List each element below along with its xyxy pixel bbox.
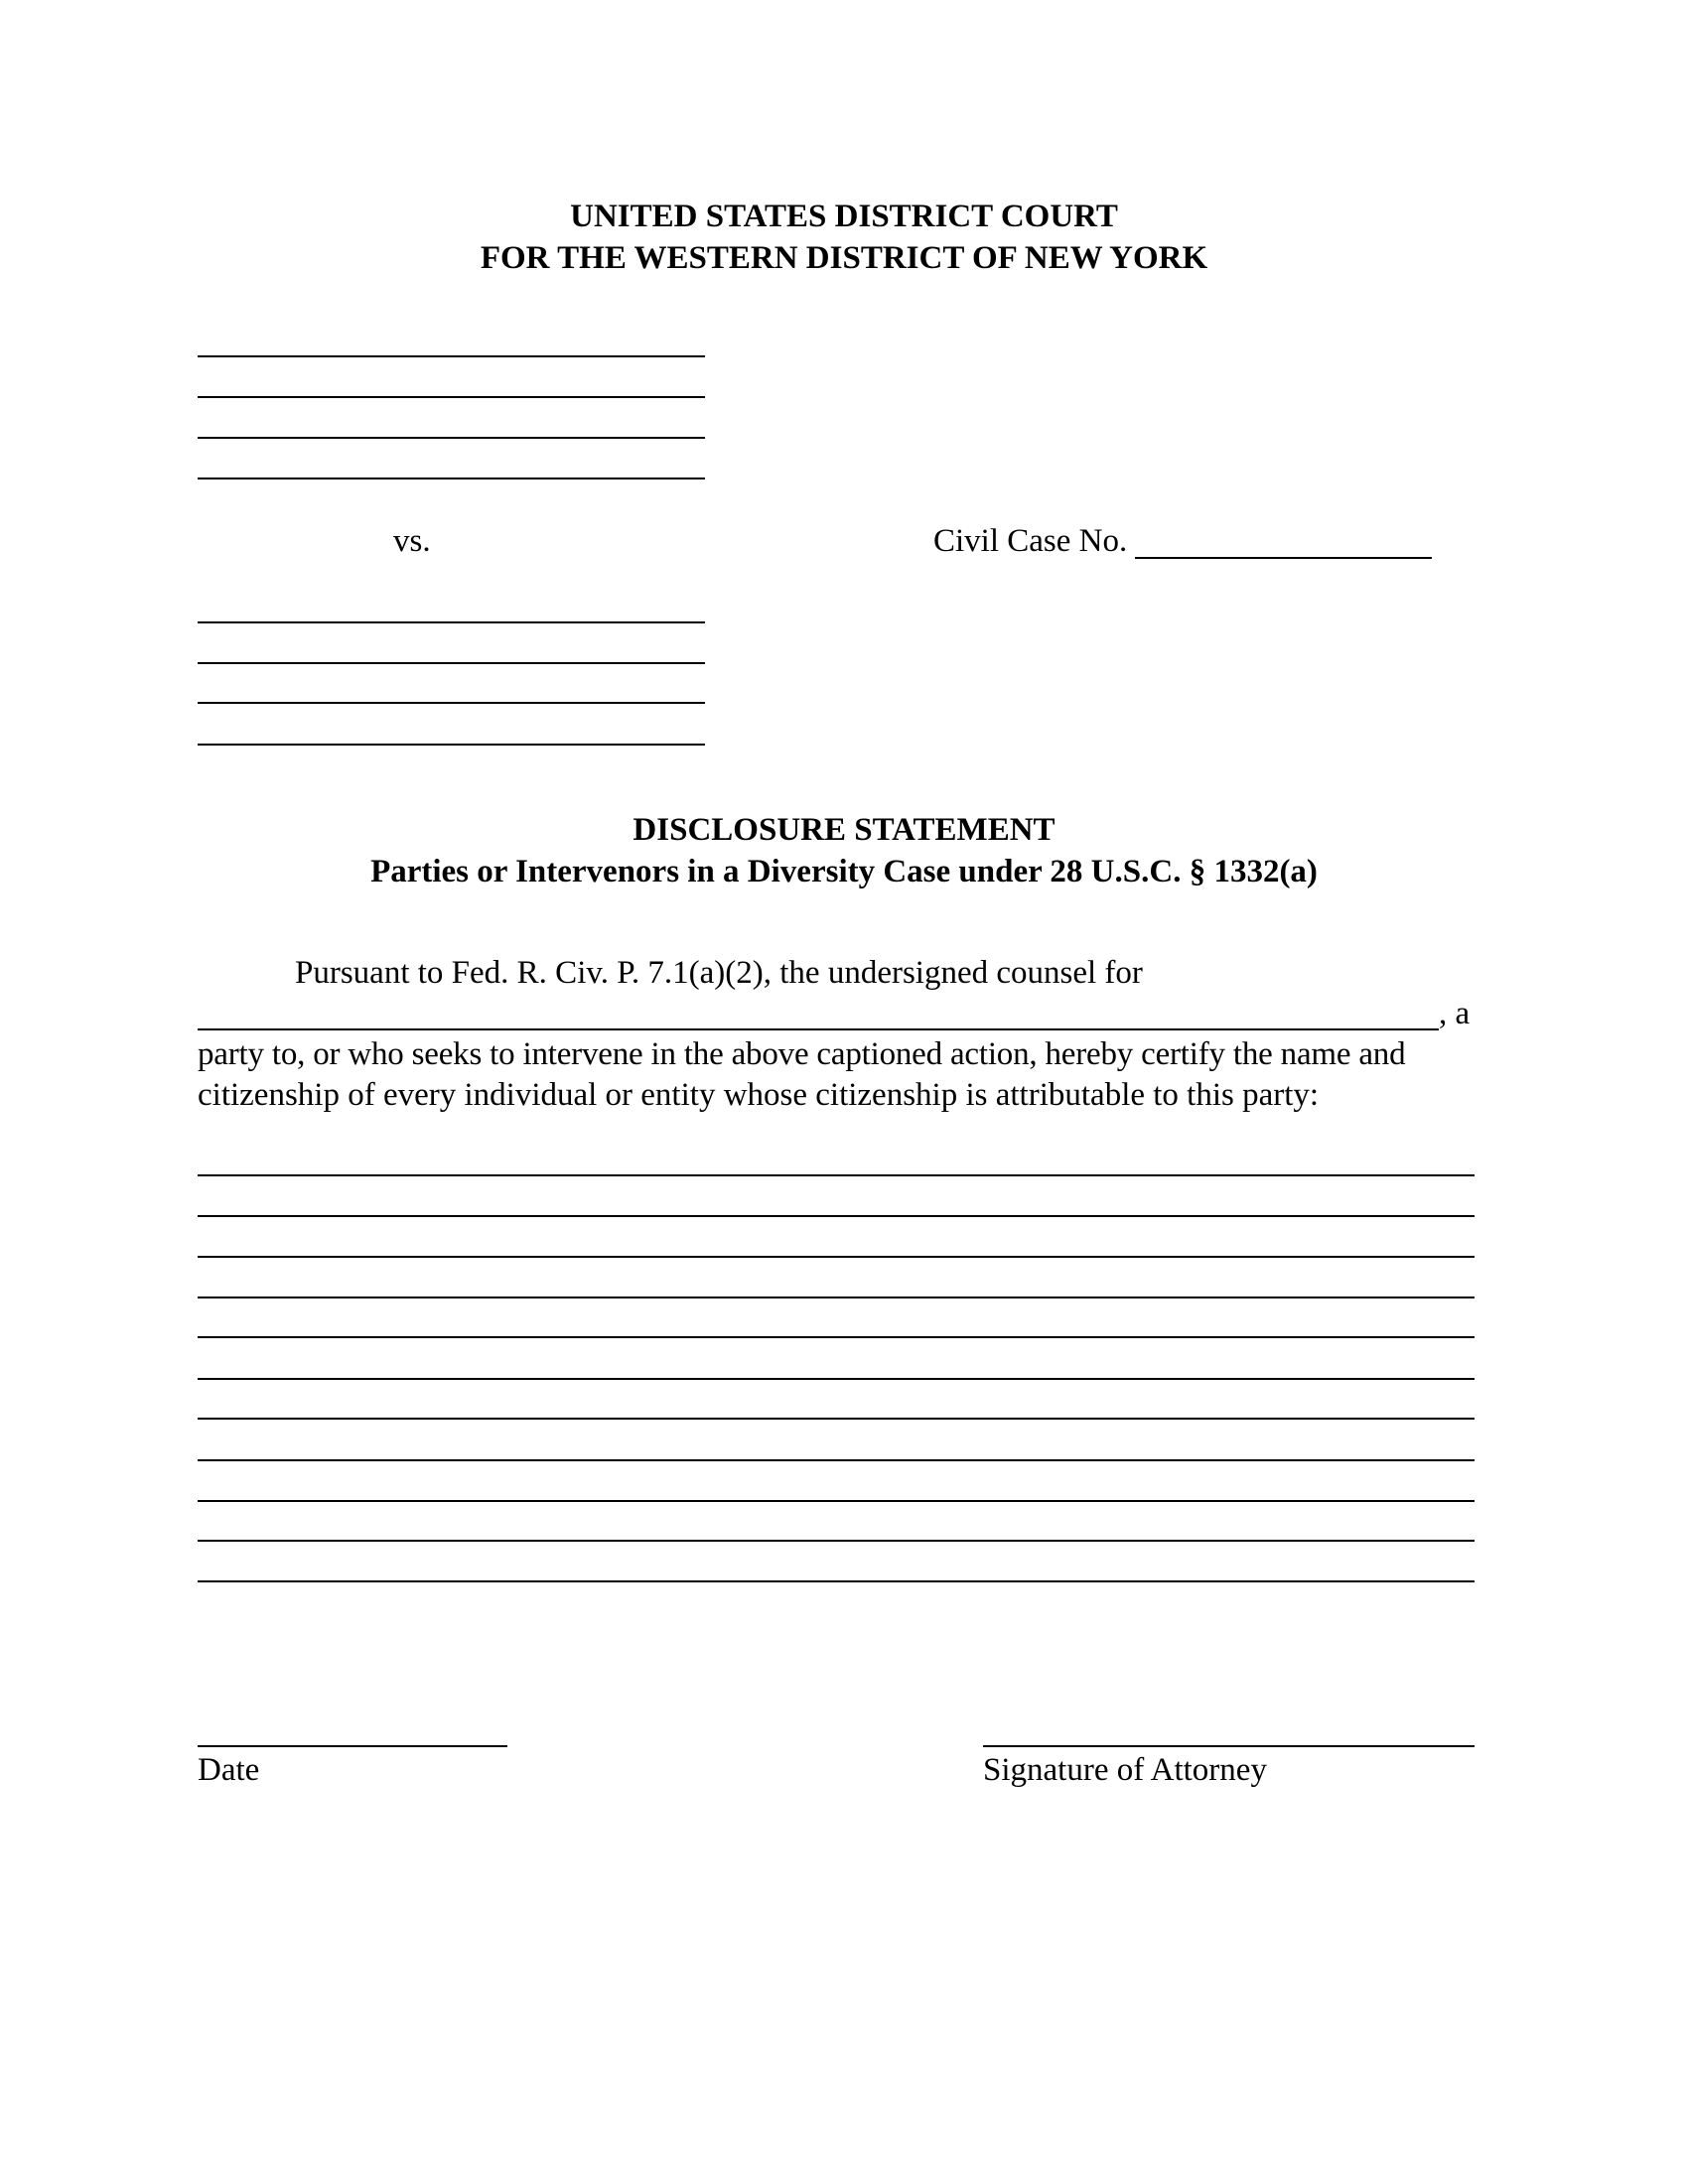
defendant-line[interactable]	[198, 621, 705, 623]
date-line[interactable]	[198, 1745, 507, 1747]
citizenship-line[interactable]	[198, 1297, 1475, 1298]
defendant-line[interactable]	[198, 662, 705, 664]
document-title: DISCLOSURE STATEMENT	[633, 812, 1055, 848]
party-name-line[interactable]	[198, 1028, 1439, 1030]
plaintiff-line[interactable]	[198, 478, 705, 479]
defendant-line[interactable]	[198, 702, 705, 704]
plaintiff-line[interactable]	[198, 396, 705, 398]
citizenship-line[interactable]	[198, 1336, 1475, 1338]
date-label: Date	[198, 1752, 260, 1788]
citizenship-line[interactable]	[198, 1500, 1475, 1502]
document-subtitle: Parties or Intervenors in a Diversity Case under 28 U.S.C. § 1332(a)	[370, 854, 1318, 889]
plaintiff-line[interactable]	[198, 355, 705, 357]
plaintiff-line[interactable]	[198, 437, 705, 439]
district-name: FOR THE WESTERN DISTRICT OF NEW YORK	[480, 240, 1208, 276]
defendant-line[interactable]	[198, 744, 705, 746]
citizenship-line[interactable]	[198, 1540, 1475, 1542]
citizenship-line[interactable]	[198, 1215, 1475, 1217]
signature-label: Signature of Attorney	[983, 1752, 1267, 1788]
citizenship-line[interactable]	[198, 1580, 1475, 1582]
versus-label: vs.	[393, 523, 431, 559]
body-line-2-suffix: , a	[1439, 996, 1471, 1031]
citizenship-line[interactable]	[198, 1418, 1475, 1420]
case-number-line[interactable]	[1135, 557, 1432, 559]
body-line-4: citizenship of every individual or entity whose citizenship is attributable to this party:	[198, 1077, 1320, 1113]
citizenship-line[interactable]	[198, 1459, 1475, 1461]
civil-case-label: Civil Case No.	[933, 523, 1128, 559]
signature-line[interactable]	[983, 1745, 1475, 1747]
court-name: UNITED STATES DISTRICT COURT	[570, 199, 1118, 234]
body-line-1: Pursuant to Fed. R. Civ. P. 7.1(a)(2), the undersigned counsel for	[295, 955, 1143, 991]
body-line-3: party to, or who seeks to intervene in the above captioned action, hereby certify the name and	[198, 1036, 1406, 1072]
citizenship-line[interactable]	[198, 1174, 1475, 1176]
citizenship-line[interactable]	[198, 1256, 1475, 1258]
citizenship-line[interactable]	[198, 1378, 1475, 1380]
